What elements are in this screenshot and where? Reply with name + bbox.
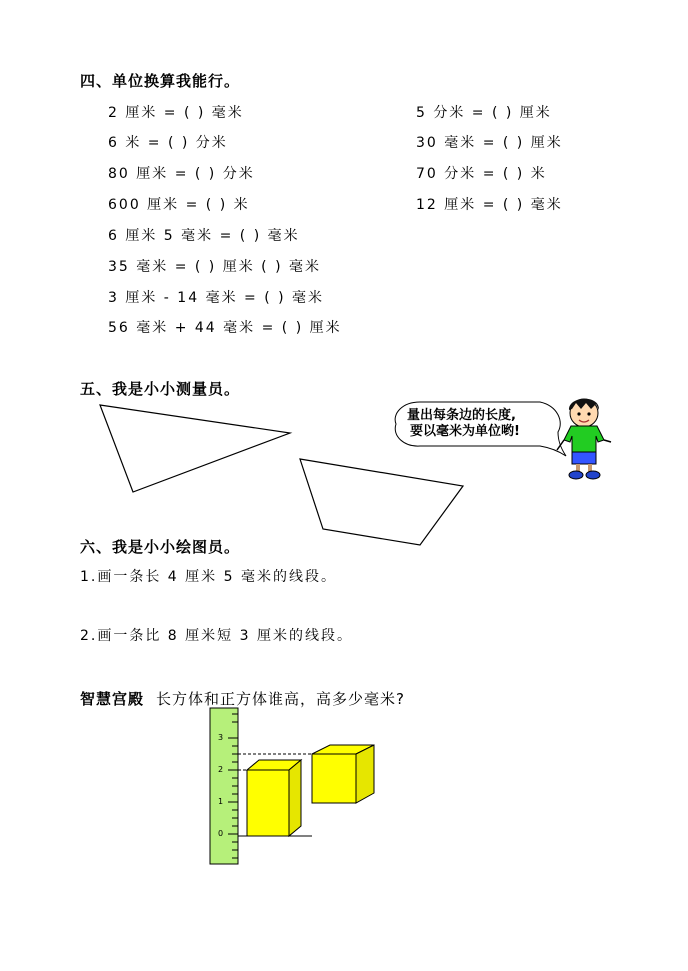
- section4-title: 四、单位换算我能行。: [80, 72, 241, 90]
- ruler-label: 3: [218, 733, 224, 742]
- section5-title: 五、我是小小测量员。: [80, 380, 241, 398]
- exercise-line: 3 厘米 - 14 毫米 = ( ) 毫米: [108, 290, 325, 306]
- exercise-line: 35 毫米 = ( ) 厘米 ( ) 毫米: [108, 259, 321, 275]
- question-1: 1.画一条长 4 厘米 5 毫米的线段。: [80, 569, 337, 585]
- bubble-text-line2: 要以毫米为单位哟!: [410, 424, 520, 439]
- bonus-label: 智慧宫殿: [80, 690, 145, 708]
- bonus-question: 长方体和正方体谁高，高多少毫米?: [156, 690, 405, 708]
- exercise-line: 30 毫米 = ( ) 厘米: [416, 135, 563, 151]
- exercise-line: 6 米 = ( ) 分米: [108, 135, 228, 151]
- exercise-line: 80 厘米 = ( ) 分米: [108, 166, 255, 182]
- exercise-line: 12 厘米 = ( ) 毫米: [416, 197, 563, 213]
- ruler-label: 0: [218, 829, 224, 838]
- question-2: 2.画一条比 8 厘米短 3 厘米的线段。: [80, 628, 353, 644]
- quadrilateral-figure: [300, 459, 463, 545]
- exercise-line: 5 分米 = ( ) 厘米: [416, 105, 552, 121]
- exercise-line: 600 厘米 = ( ) 米: [108, 197, 250, 213]
- exercise-line: 2 厘米 = ( ) 毫米: [108, 105, 244, 121]
- exercise-line: 70 分米 = ( ) 米: [416, 166, 547, 182]
- exercise-line: 6 厘米 5 毫米 = ( ) 毫米: [108, 228, 300, 244]
- section6-title: 六、我是小小绘图员。: [80, 538, 241, 556]
- bubble-text-line1: 量出每条边的长度,: [407, 408, 516, 423]
- triangle-figure: [100, 405, 290, 492]
- measuring-illustration: [210, 708, 374, 864]
- ruler-label: 1: [218, 797, 224, 806]
- boy-illustration: [557, 399, 611, 479]
- ruler-label: 2: [218, 765, 224, 774]
- exercise-line: 56 毫米 + 44 毫米 = ( ) 厘米: [108, 320, 342, 336]
